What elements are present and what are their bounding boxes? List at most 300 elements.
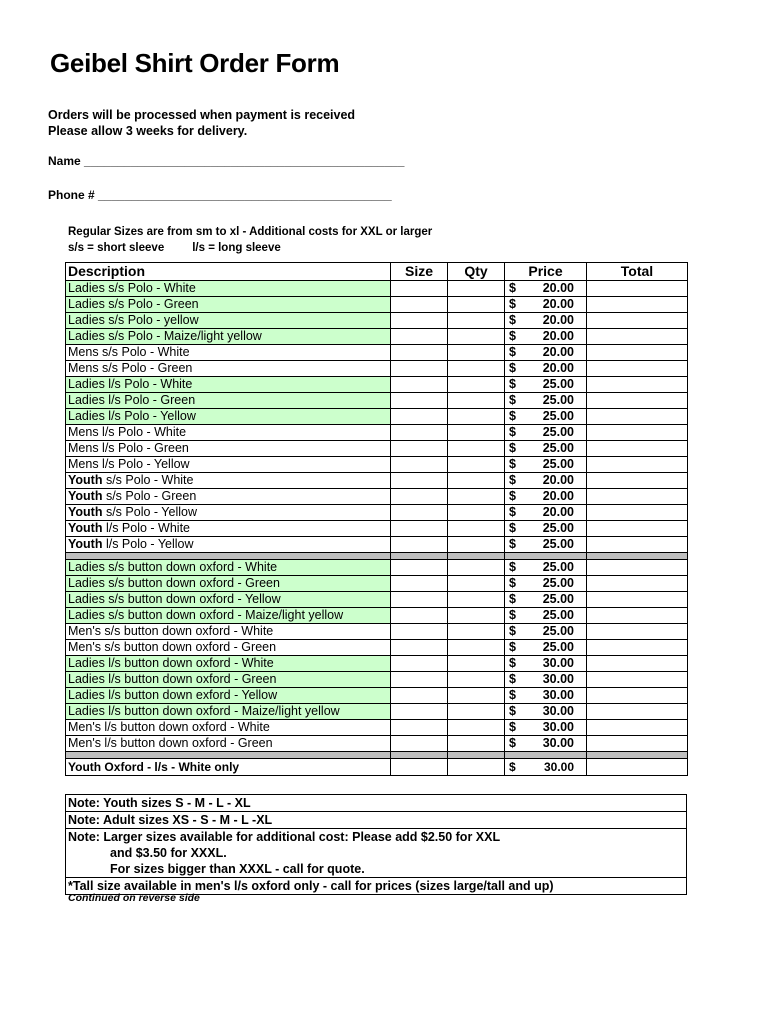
currency-symbol: $ xyxy=(509,672,516,686)
item-description xyxy=(66,377,391,393)
currency-symbol: $ xyxy=(509,313,516,327)
qty-cell[interactable] xyxy=(448,345,505,361)
item-text: l/s Polo - Yellow xyxy=(102,537,194,551)
currency-symbol: $ xyxy=(509,345,516,359)
item-bold-prefix: Youth xyxy=(68,473,103,487)
currency-symbol: $ xyxy=(509,592,516,606)
currency-symbol: $ xyxy=(509,377,516,391)
currency-symbol: $ xyxy=(509,441,516,455)
table-row xyxy=(66,329,688,345)
note-xxxl: and $3.50 for XXXL. xyxy=(110,846,227,860)
total-cell[interactable] xyxy=(587,688,688,704)
item-text: Ladies l/s button down oxford - Green xyxy=(68,672,277,686)
price-cell xyxy=(505,505,587,521)
price-cell xyxy=(505,441,587,457)
table-row xyxy=(66,489,688,505)
item-description xyxy=(66,672,391,688)
total-cell[interactable] xyxy=(587,720,688,736)
qty-cell[interactable] xyxy=(448,576,505,592)
item-text: Ladies s/s button down oxford - Green xyxy=(68,576,280,590)
price-amount: 25.00 xyxy=(542,393,574,407)
header-qty: Qty xyxy=(448,263,505,281)
size-cell[interactable] xyxy=(391,736,448,752)
qty-cell[interactable] xyxy=(448,560,505,576)
price-cell xyxy=(505,704,587,720)
currency-symbol: $ xyxy=(509,576,516,590)
short-sleeve-legend: s/s = short sleeve xyxy=(68,242,165,254)
item-text: Ladies s/s button down oxford - White xyxy=(68,560,278,574)
currency-symbol: $ xyxy=(509,393,516,407)
continued-note: Continued on reverse side xyxy=(68,892,200,904)
price-cell xyxy=(505,720,587,736)
item-text: Ladies l/s Polo - Yellow xyxy=(68,409,196,423)
item-description xyxy=(66,720,391,736)
item-text: Ladies l/s Polo - Green xyxy=(68,393,196,407)
item-description xyxy=(66,425,391,441)
table-row xyxy=(66,672,688,688)
size-cell[interactable] xyxy=(391,393,448,409)
qty-cell[interactable] xyxy=(448,537,505,553)
price-amount: 30.00 xyxy=(542,704,574,718)
price-amount: 25.00 xyxy=(542,624,574,638)
page-title: Geibel Shirt Order Form xyxy=(50,48,340,78)
polo-section xyxy=(66,281,688,553)
total-cell[interactable] xyxy=(587,409,688,425)
item-description xyxy=(66,489,391,505)
price-cell xyxy=(505,560,587,576)
size-cell[interactable] xyxy=(391,672,448,688)
item-description xyxy=(66,361,391,377)
size-cell[interactable] xyxy=(391,377,448,393)
size-cell[interactable] xyxy=(391,688,448,704)
table-row xyxy=(66,576,688,592)
price-cell xyxy=(505,425,587,441)
note-adult-sizes: Note: Adult sizes XS - S - M - L -XL xyxy=(66,812,686,829)
price-cell xyxy=(505,409,587,425)
item-description xyxy=(66,736,391,752)
youth-oxford-section xyxy=(66,759,688,776)
notes-box xyxy=(65,794,687,895)
item-description xyxy=(66,576,391,592)
qty-cell[interactable] xyxy=(448,281,505,297)
intro-text xyxy=(48,107,355,139)
table-row xyxy=(66,393,688,409)
price-amount: 30.00 xyxy=(542,672,574,686)
currency-symbol: $ xyxy=(509,281,516,295)
table-row xyxy=(66,688,688,704)
price-amount: 25.00 xyxy=(542,576,574,590)
item-description xyxy=(66,656,391,672)
size-cell[interactable] xyxy=(391,297,448,313)
item-description xyxy=(66,345,391,361)
table-row xyxy=(66,704,688,720)
price-amount: 25.00 xyxy=(542,592,574,606)
item-text: s/s Polo - Green xyxy=(102,489,197,503)
header-description: Description xyxy=(66,263,391,281)
qty-cell[interactable] xyxy=(448,425,505,441)
table-row xyxy=(66,377,688,393)
item-text: Ladies l/s button down oxford - Maize/light yellow xyxy=(68,704,340,718)
size-cell[interactable] xyxy=(391,425,448,441)
currency-symbol: $ xyxy=(509,640,516,654)
size-cell[interactable] xyxy=(391,489,448,505)
item-description xyxy=(66,592,391,608)
price-cell xyxy=(505,608,587,624)
total-cell[interactable] xyxy=(587,576,688,592)
item-description xyxy=(66,441,391,457)
item-description: Youth Oxford - l/s - White only xyxy=(66,759,391,776)
qty-cell[interactable] xyxy=(448,704,505,720)
price-cell: $ 30.00 xyxy=(505,759,587,776)
note-larger-sizes: Note: Larger sizes available for additional cost: Please add $2.50 for XXL xyxy=(68,830,501,844)
item-description xyxy=(66,297,391,313)
name-field[interactable]: Name ________________________________________________ xyxy=(48,154,405,168)
currency-symbol: $ xyxy=(509,537,516,551)
sizes-note-line-1: Regular Sizes are from sm to xl - Additional costs for XXL or larger xyxy=(68,226,433,238)
qty-cell[interactable] xyxy=(448,688,505,704)
price-cell xyxy=(505,672,587,688)
item-description xyxy=(66,505,391,521)
size-cell[interactable] xyxy=(391,608,448,624)
note-bigger: For sizes bigger than XXXL - call for quote. xyxy=(66,861,686,878)
price-cell xyxy=(505,576,587,592)
price-cell xyxy=(505,361,587,377)
item-description xyxy=(66,560,391,576)
header-total: Total xyxy=(587,263,688,281)
qty-cell[interactable] xyxy=(448,297,505,313)
total-cell[interactable] xyxy=(587,361,688,377)
total-cell[interactable] xyxy=(587,281,688,297)
currency-symbol: $ xyxy=(509,489,516,503)
currency-symbol: $ xyxy=(509,688,516,702)
price-amount: 25.00 xyxy=(542,377,574,391)
price-cell xyxy=(505,688,587,704)
total-cell[interactable] xyxy=(587,704,688,720)
price-cell xyxy=(505,640,587,656)
item-text: Ladies s/s Polo - Green xyxy=(68,297,199,311)
price-cell xyxy=(505,297,587,313)
item-description xyxy=(66,457,391,473)
table-row xyxy=(66,313,688,329)
table-row xyxy=(66,345,688,361)
item-description xyxy=(66,688,391,704)
intro-line-1: Orders will be processed when payment is received xyxy=(48,108,356,122)
total-cell[interactable] xyxy=(587,457,688,473)
price-amount: 25.00 xyxy=(542,640,574,654)
item-text: Ladies s/s Polo - White xyxy=(68,281,196,295)
total-cell[interactable] xyxy=(587,505,688,521)
item-text: Ladies s/s Polo - Maize/light yellow xyxy=(68,329,262,343)
item-description xyxy=(66,608,391,624)
item-text: l/s Polo - White xyxy=(102,521,191,535)
item-text: Ladies l/s button down exford - Yellow xyxy=(68,688,278,702)
price-amount: 25.00 xyxy=(542,457,574,471)
item-description xyxy=(66,624,391,640)
currency-symbol: $ xyxy=(509,704,516,718)
item-description xyxy=(66,537,391,553)
table-row xyxy=(66,608,688,624)
price-cell xyxy=(505,537,587,553)
item-description xyxy=(66,473,391,489)
price-amount: 20.00 xyxy=(542,345,574,359)
section-separator xyxy=(66,553,688,560)
size-cell[interactable] xyxy=(391,361,448,377)
size-cell[interactable] xyxy=(391,560,448,576)
size-cell[interactable] xyxy=(391,345,448,361)
total-cell[interactable] xyxy=(587,624,688,640)
currency-symbol: $ xyxy=(509,409,516,423)
price-cell xyxy=(505,489,587,505)
table-row xyxy=(66,640,688,656)
item-text: Mens l/s Polo - White xyxy=(68,425,187,439)
item-description xyxy=(66,313,391,329)
item-text: Men's l/s button down oxford - Green xyxy=(68,736,273,750)
item-bold-prefix: Youth xyxy=(68,521,103,535)
size-cell[interactable] xyxy=(391,537,448,553)
size-cell[interactable] xyxy=(391,759,448,776)
total-cell[interactable] xyxy=(587,640,688,656)
qty-cell[interactable] xyxy=(448,489,505,505)
item-text: Mens s/s Polo - Green xyxy=(68,361,193,375)
currency-symbol: $ xyxy=(509,329,516,343)
table-row xyxy=(66,297,688,313)
qty-cell[interactable] xyxy=(448,672,505,688)
currency-symbol: $ xyxy=(509,457,516,471)
total-cell[interactable] xyxy=(587,425,688,441)
size-cell[interactable] xyxy=(391,704,448,720)
table-row xyxy=(66,656,688,672)
currency-symbol: $ xyxy=(509,297,516,311)
header-price: Price xyxy=(505,263,587,281)
qty-cell[interactable] xyxy=(448,608,505,624)
currency-symbol: $ xyxy=(509,473,516,487)
qty-cell[interactable] xyxy=(448,473,505,489)
price-amount: 20.00 xyxy=(542,297,574,311)
table-row xyxy=(66,624,688,640)
sizes-note xyxy=(68,224,432,256)
total-cell[interactable] xyxy=(587,345,688,361)
price-amount: 20.00 xyxy=(542,361,574,375)
table-row xyxy=(66,736,688,752)
size-cell[interactable] xyxy=(391,409,448,425)
total-cell[interactable] xyxy=(587,441,688,457)
phone-field[interactable]: Phone # ____________________________________________ xyxy=(48,188,392,202)
total-cell[interactable] xyxy=(587,313,688,329)
price-amount: 30.00 xyxy=(542,688,574,702)
size-cell[interactable] xyxy=(391,281,448,297)
item-bold-prefix: Youth xyxy=(68,505,103,519)
price-cell xyxy=(505,736,587,752)
total-cell[interactable] xyxy=(587,759,688,776)
price-cell xyxy=(505,393,587,409)
price-cell xyxy=(505,281,587,297)
qty-cell[interactable] xyxy=(448,505,505,521)
price-amount: 25.00 xyxy=(542,537,574,551)
size-cell[interactable] xyxy=(391,441,448,457)
size-cell[interactable] xyxy=(391,313,448,329)
total-cell[interactable] xyxy=(587,592,688,608)
table-row xyxy=(66,473,688,489)
size-cell[interactable] xyxy=(391,505,448,521)
table-row xyxy=(66,361,688,377)
qty-cell[interactable] xyxy=(448,393,505,409)
price-cell xyxy=(505,377,587,393)
total-cell[interactable] xyxy=(587,537,688,553)
qty-cell[interactable] xyxy=(448,441,505,457)
item-text: Men's s/s button down oxford - White xyxy=(68,624,274,638)
item-text: Ladies l/s Polo - White xyxy=(68,377,193,391)
table-row xyxy=(66,505,688,521)
price-amount: 20.00 xyxy=(542,281,574,295)
size-cell[interactable] xyxy=(391,720,448,736)
size-cell[interactable] xyxy=(391,592,448,608)
price-cell xyxy=(505,656,587,672)
qty-cell[interactable] xyxy=(448,457,505,473)
total-cell[interactable] xyxy=(587,560,688,576)
price-cell xyxy=(505,329,587,345)
qty-cell[interactable] xyxy=(448,361,505,377)
item-bold-prefix: Youth xyxy=(68,537,103,551)
price-amount: 20.00 xyxy=(542,329,574,343)
qty-cell[interactable] xyxy=(448,313,505,329)
item-description xyxy=(66,409,391,425)
qty-cell[interactable] xyxy=(448,656,505,672)
total-cell[interactable] xyxy=(587,656,688,672)
total-cell[interactable] xyxy=(587,297,688,313)
sizes-note-line-2 xyxy=(68,240,432,256)
price-cell xyxy=(505,521,587,537)
item-description xyxy=(66,704,391,720)
item-text: Ladies s/s button down oxford - Yellow xyxy=(68,592,281,606)
table-row xyxy=(66,720,688,736)
item-text: Men's s/s button down oxford - Green xyxy=(68,640,277,654)
header-size: Size xyxy=(391,263,448,281)
intro-line-2: Please allow 3 weeks for delivery. xyxy=(48,124,248,138)
price-amount: 30.00 xyxy=(542,656,574,670)
table-row xyxy=(66,592,688,608)
qty-cell[interactable] xyxy=(448,759,505,776)
size-cell[interactable] xyxy=(391,624,448,640)
price-amount: 30.00 xyxy=(542,720,574,734)
qty-cell[interactable] xyxy=(448,720,505,736)
qty-cell[interactable] xyxy=(448,640,505,656)
size-cell[interactable] xyxy=(391,457,448,473)
table-row xyxy=(66,537,688,553)
currency-symbol: $ xyxy=(509,624,516,638)
qty-cell[interactable] xyxy=(448,624,505,640)
size-cell[interactable] xyxy=(391,473,448,489)
price-amount: 20.00 xyxy=(542,505,574,519)
currency-symbol: $ xyxy=(509,521,516,535)
total-cell[interactable] xyxy=(587,489,688,505)
item-text: Ladies s/s Polo - yellow xyxy=(68,313,199,327)
price-amount: 25.00 xyxy=(542,560,574,574)
currency-symbol: $ xyxy=(509,425,516,439)
total-cell[interactable] xyxy=(587,521,688,537)
note-youth-sizes: Note: Youth sizes S - M - L - XL xyxy=(66,795,686,812)
currency-symbol: $ xyxy=(509,720,516,734)
price-cell xyxy=(505,473,587,489)
table-row xyxy=(66,281,688,297)
item-text: Mens l/s Polo - Yellow xyxy=(68,457,190,471)
total-cell[interactable] xyxy=(587,473,688,489)
qty-cell[interactable] xyxy=(448,736,505,752)
qty-cell[interactable] xyxy=(448,521,505,537)
currency-symbol: $ xyxy=(509,608,516,622)
qty-cell[interactable] xyxy=(448,329,505,345)
price-cell xyxy=(505,345,587,361)
table-row xyxy=(66,441,688,457)
price-amount: 20.00 xyxy=(542,473,574,487)
total-cell[interactable] xyxy=(587,608,688,624)
total-cell[interactable] xyxy=(587,377,688,393)
qty-cell[interactable] xyxy=(448,377,505,393)
price-amount: 20.00 xyxy=(542,313,574,327)
long-sleeve-legend: l/s = long sleeve xyxy=(192,242,281,254)
item-description xyxy=(66,521,391,537)
item-text: Mens s/s Polo - White xyxy=(68,345,190,359)
table-row xyxy=(66,560,688,576)
size-cell[interactable] xyxy=(391,656,448,672)
total-cell[interactable] xyxy=(587,329,688,345)
item-description xyxy=(66,393,391,409)
price-cell xyxy=(505,624,587,640)
price-amount: 20.00 xyxy=(542,489,574,503)
item-text: s/s Polo - White xyxy=(102,473,194,487)
table-row xyxy=(66,425,688,441)
qty-cell[interactable] xyxy=(448,409,505,425)
item-text: Men's l/s button down oxford - White xyxy=(68,720,270,734)
price-cell xyxy=(505,313,587,329)
price-amount: 30.00 xyxy=(542,736,574,750)
size-cell[interactable] xyxy=(391,329,448,345)
item-description xyxy=(66,281,391,297)
item-description xyxy=(66,329,391,345)
total-cell[interactable] xyxy=(587,393,688,409)
section-separator-2 xyxy=(66,752,688,759)
item-text: Ladies l/s button down oxford - White xyxy=(68,656,274,670)
table-row xyxy=(66,457,688,473)
oxford-section xyxy=(66,560,688,752)
item-text: Ladies s/s button down oxford - Maize/light yellow xyxy=(68,608,344,622)
currency-symbol: $ xyxy=(509,736,516,750)
currency-symbol: $ xyxy=(509,560,516,574)
currency-symbol: $ xyxy=(509,505,516,519)
price-amount: 25.00 xyxy=(542,441,574,455)
size-cell[interactable] xyxy=(391,576,448,592)
table-row xyxy=(66,521,688,537)
item-text: s/s Polo - Yellow xyxy=(102,505,197,519)
size-cell[interactable] xyxy=(391,521,448,537)
qty-cell[interactable] xyxy=(448,592,505,608)
price-cell xyxy=(505,592,587,608)
item-bold-prefix: Youth xyxy=(68,489,103,503)
price-cell xyxy=(505,457,587,473)
currency-symbol: $ xyxy=(509,656,516,670)
table-row xyxy=(66,759,688,776)
price-amount: 25.00 xyxy=(542,425,574,439)
total-cell[interactable] xyxy=(587,672,688,688)
item-description xyxy=(66,640,391,656)
price-amount: 25.00 xyxy=(542,521,574,535)
price-amount: 25.00 xyxy=(542,608,574,622)
currency-symbol: $ xyxy=(509,361,516,375)
total-cell[interactable] xyxy=(587,736,688,752)
size-cell[interactable] xyxy=(391,640,448,656)
order-table xyxy=(65,262,688,776)
table-header-row xyxy=(66,263,688,281)
note-tall: *Tall size available in men's l/s oxford only - call for prices (sizes large/tall and up) xyxy=(68,879,554,893)
